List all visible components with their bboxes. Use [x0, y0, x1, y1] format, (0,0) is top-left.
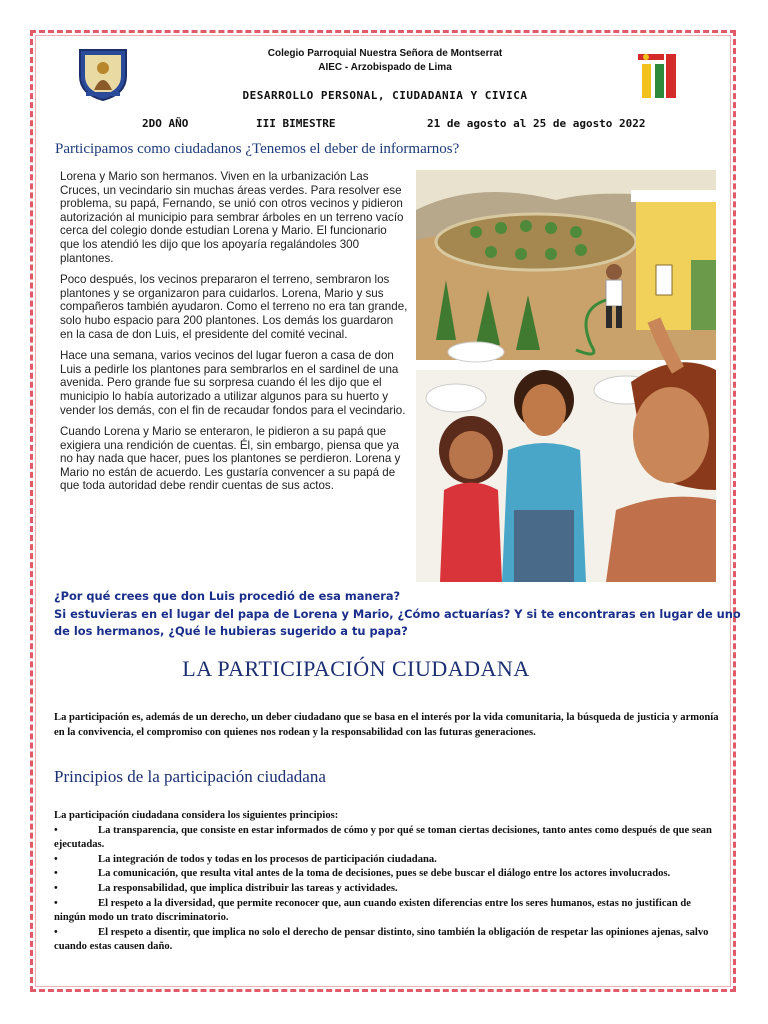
principle-text: La comunicación, que resulta vital antes de la toma de decisiones, pues se debe buscar el diálogo entre los actores involucrados.	[98, 868, 671, 880]
principles-list	[54, 809, 722, 955]
institution-logo	[636, 50, 678, 100]
question-line: de los hermanos, ¿Qué le hubieras sugerido a tu papa?	[54, 624, 408, 638]
story-paragraph: Poco después, los vecinos prepararon el terreno, sembraron los plantones y se organizaron para cuidarlos. Lorena, Mario y sus compañeros también ayudaron. Como el terreno no era tan grande, solo hubo espacio para 200 plantones. Los demás los guardaron en la casa de don Luis, el presidente del comité vecinal.	[60, 273, 408, 341]
principle-text: El respeto a la diversidad, que permite reconocer que, aun cuando existen diferencias entre los seres humanos, estas no justifican de ningún modo un trato discriminatorio.	[54, 897, 691, 924]
question-line: Si estuvieras en el lugar del papa de Lorena y Mario, ¿Cómo actuarías? Y si te encontraras en lugar de uno	[54, 606, 741, 621]
subject-title: DESARROLLO PERSONAL, CIUDADANIA Y CIVICA	[242, 89, 528, 102]
story-paragraph: Hace una semana, varios vecinos del lugar fueron a casa de don Luis a pedirle los plantones para sembrarlos en el sardinel de una avenida. Pero grande fue su sorpresa cuando él les dijo que el municipio lo había autorizado a utilizar algunos para su huerto y vender los demás, con el fin de recaudar fondos para el vecindario.	[60, 349, 406, 417]
principle-item	[54, 926, 722, 955]
story-text	[60, 170, 408, 501]
principle-text: El respeto a disentir, que implica no solo el derecho de pensar distinto, sino también la obligación de respetar las opiniones ajenas, salvo cuando estas causen daño.	[54, 926, 709, 953]
bullet-icon: •	[54, 926, 58, 938]
story-paragraph: Lorena y Mario son hermanos. Viven en la urbanización Las Cruces, un vecindario sin muchas áreas verdes. Para resolver ese problema, su papá, Fernando, se unió con otros vecinos y pidieron autorización al municipio para sembrar árboles en un terreno vacío cerca del colegio donde estudian Lorena y Mario. El funcionario que los atendió les dijo que los apoyaría regalándoles 300 plantones.	[60, 170, 404, 265]
story-paragraph: Cuando Lorena y Mario se enteraron, le pidieron a su papá que exigiera una rendición de cuentas. Él, sin embargo, piensa que ya no hay nada que hacer, pues los plantones se perdieron. Lorena y Mario no están de acuerdo. Les gustaría convencer a su papá de que toda autoridad debe rendir cuentas de sus actos.	[60, 425, 401, 493]
date-range: 21 de agosto al 25 de agosto 2022	[427, 117, 646, 130]
principle-item	[54, 867, 722, 882]
school-org: AIEC - Arzobispado de Lima	[318, 62, 452, 73]
principle-item	[54, 897, 722, 926]
school-crest-logo	[76, 46, 130, 102]
intro-paragraph: La participación es, además de un derecho, un deber ciudadano que se basa en el interés por la vida comunitaria, la búsqueda de justicia y armonía en la convivencia, el compromiso con quienes nos rodean y la responsabilidad con las futuras generaciones.	[54, 712, 719, 738]
section-question-title: Participamos como ciudadanos ¿Tenemos el deber de informarnos?	[55, 141, 460, 157]
story-illustration	[416, 170, 716, 582]
principle-text: La transparencia, que consiste en estar informados de cómo y por qué se toman ciertas decisiones, tanto antes como después de que sean ejecutadas.	[54, 824, 712, 851]
grade-label: 2DO AÑO	[142, 117, 189, 130]
bullet-icon: •	[54, 868, 58, 880]
principle-text: La integración de todos y todas en los procesos de participación ciudadana.	[98, 853, 437, 865]
school-header	[180, 47, 590, 75]
bullet-icon: •	[54, 853, 58, 865]
question-line: ¿Por qué crees que don Luis procedió de esa manera?	[54, 589, 401, 603]
bullet-icon: •	[54, 824, 58, 836]
principle-text: La responsabilidad, que implica distribuir las tareas y actividades.	[98, 882, 398, 894]
principle-item	[54, 882, 722, 897]
principle-item	[54, 853, 722, 868]
reflection-questions	[54, 588, 741, 641]
term-label: III BIMESTRE	[256, 117, 336, 130]
bullet-icon: •	[54, 897, 58, 909]
bullet-icon: •	[54, 882, 58, 894]
school-name: Colegio Parroquial Nuestra Señora de Montserrat	[267, 48, 503, 59]
principles-title: Principios de la participación ciudadana	[54, 767, 326, 786]
main-title: LA PARTICIPACIÓN CIUDADANA	[182, 656, 530, 681]
principle-item	[54, 824, 722, 853]
principles-intro: La participación ciudadana considera los siguientes principios:	[54, 810, 339, 821]
